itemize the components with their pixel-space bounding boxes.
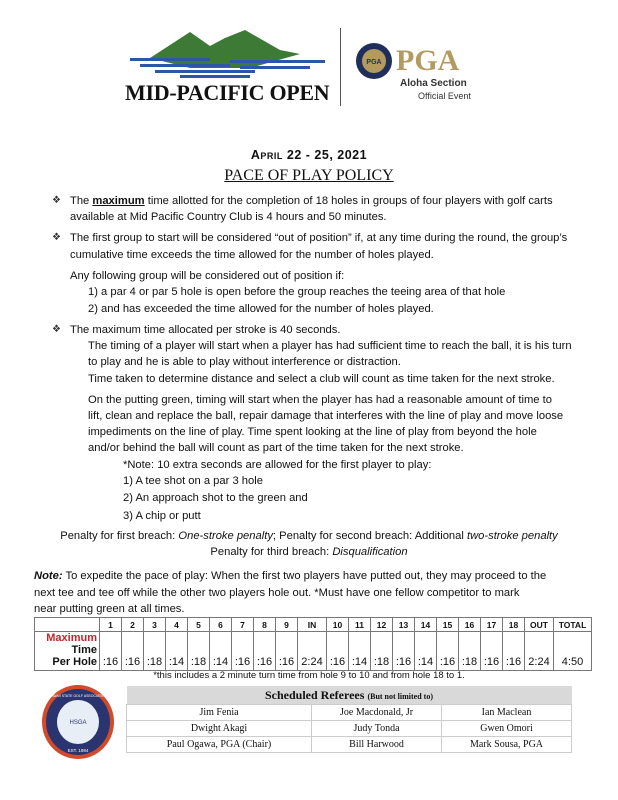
hole-header: 15 [437,618,459,632]
hole-header: 11 [349,618,371,632]
turn-time-footnote: *this includes a 2 minute turn time from hole 9 to 10 and from hole 18 to 1. [153,670,465,681]
list-item: 2) and has exceeded the time allowed for the number of holes played. [88,303,434,315]
hole-header: 10 [327,618,349,632]
bullet-icon: ❖ [52,232,61,243]
referee-name: Ian Maclean [442,705,572,721]
hole-max-time: :18 [144,632,166,671]
referee-name: Jim Fenia [127,705,312,721]
hole-header: TOTAL [554,618,592,632]
referee-name: Gwen Omori [442,721,572,737]
hole-max-time: :14 [349,632,371,671]
hole-header: 5 [188,618,210,632]
mid-pacific-mountains-logo [130,28,330,80]
penalty-line2: Penalty for third breach: Disqualification [210,546,408,558]
note-line1: Note: To expedite the pace of play: When the first two players have putted out, they may proceed to the [34,570,547,582]
hole-header: IN [298,618,327,632]
hole-max-time: :16 [393,632,415,671]
bullet-icon: ❖ [52,324,61,335]
bullet1-line2: available at Mid Pacific Country Club is 4 hours and 50 minutes. [70,211,387,223]
hole-header: 12 [371,618,393,632]
bullet2-line1: The first group to start will be considered “out of position” if, at any time during the round, the group’s [70,232,568,244]
list-item: 2) An approach shot to the green and [123,492,308,504]
hole-max-time: :16 [254,632,276,671]
following-group-text: Any following group will be considered out of position if: [70,270,345,282]
hole-max-time: :18 [188,632,210,671]
pace-of-play-table [34,617,592,671]
bullet1-line1: The maximum time allotted for the completion of 18 holes in groups of four players with golf carts [70,195,553,207]
list-item: 1) A tee shot on a par 3 hole [123,475,263,487]
note-line2: next tee and tee off while the other two players hole out. *Must have one fellow competitor to mark [34,587,520,599]
referee-name: Paul Ogawa, PGA (Chair) [127,737,312,753]
svg-text:EST. 1984: EST. 1984 [67,748,89,753]
extra-seconds-note: *Note: 10 extra seconds are allowed for the first player to play: [123,459,432,471]
hole-max-time: 4:50 [554,632,592,671]
hole-header: 1 [100,618,122,632]
hole-header: 8 [254,618,276,632]
referee-name: Judy Tonda [312,721,442,737]
row-label: Maximum Time Per Hole [35,632,100,671]
svg-text:PGA: PGA [366,59,382,66]
referees-header: Scheduled Referees (But not limited to) [127,686,572,705]
hole-max-time: :14 [415,632,437,671]
hole-header: 3 [144,618,166,632]
hole-max-time: :16 [100,632,122,671]
referee-name: Joe Macdonald, Jr [312,705,442,721]
hole-max-time: :16 [503,632,525,671]
page-title: PACE OF PLAY POLICY [224,167,394,184]
hole-max-time: 2:24 [298,632,327,671]
hole-header: 9 [276,618,298,632]
hole-max-time: :16 [481,632,503,671]
logo-divider [340,28,341,106]
green-line: impediments on the line of play. Time spent looking at the line of play from beyond the hole [88,426,537,438]
referee-name: Bill Harwood [312,737,442,753]
hole-max-time: 2:24 [525,632,554,671]
hole-max-time: :14 [166,632,188,671]
hole-header: 17 [481,618,503,632]
list-item: 1) a par 4 or par 5 hole is open before the group reaches the teeing area of that hole [88,286,506,298]
pga-seal-icon [355,42,393,80]
table-corner [35,618,100,632]
hole-header: 13 [393,618,415,632]
pga-logo-text: PGA [396,44,460,77]
referees-table [126,686,572,753]
hole-max-time: :16 [122,632,144,671]
bullet2-line2: cumulative time exceeds the time allowed for the number of holes played. [70,249,434,261]
timing-line: Time taken to determine distance and select a club will count as time taken for the next stroke. [88,373,555,385]
hole-max-time: :16 [276,632,298,671]
hole-max-time: :18 [371,632,393,671]
hole-header: 4 [166,618,188,632]
hole-header: 16 [459,618,481,632]
hole-header: 6 [210,618,232,632]
hole-max-time: :18 [459,632,481,671]
event-date: April 22 - 25, 2021 [250,148,368,162]
green-line: lift, clean and replace the ball, repair damage that interferes with the line of play and move loose [88,410,564,422]
official-event-label: Official Event [418,91,471,101]
referee-name: Dwight Akagi [127,721,312,737]
timing-line: The timing of a player will start when a player has had sufficient time to reach the ball, it is his turn [88,340,572,352]
list-item: 3) A chip or putt [123,510,201,522]
bullet-icon: ❖ [52,195,61,206]
timing-line: to play and he is able to play without interference or distraction. [88,356,401,368]
green-line: and/or behind the ball will count as part of the time taken for the next stroke. [88,442,464,454]
svg-text:HAWAII STATE GOLF ASSOCIATION: HAWAII STATE GOLF ASSOCIATION [48,694,108,698]
hole-max-time: :14 [210,632,232,671]
note-line3: near putting green at all times. [34,603,185,615]
hole-header: 14 [415,618,437,632]
hsga-logo [40,684,120,760]
bullet3-line1: The maximum time allocated per stroke is 40 seconds. [70,324,341,336]
hole-header: 7 [232,618,254,632]
svg-text:HSGA: HSGA [69,720,87,726]
penalty-line1: Penalty for first breach: One-stroke penalty; Penalty for second breach: Additional two-stroke penalty [60,530,558,542]
hole-max-time: :16 [437,632,459,671]
event-logo-text: MID-PACIFIC OPEN [125,80,330,105]
section-name: Aloha Section [400,78,467,89]
hole-header: 2 [122,618,144,632]
referee-name: Mark Sousa, PGA [442,737,572,753]
green-line: On the putting green, timing will start when the player has had a reasonable amount of time to [88,394,552,406]
hole-max-time: :16 [327,632,349,671]
hole-header: OUT [525,618,554,632]
hole-header: 18 [503,618,525,632]
hole-max-time: :16 [232,632,254,671]
